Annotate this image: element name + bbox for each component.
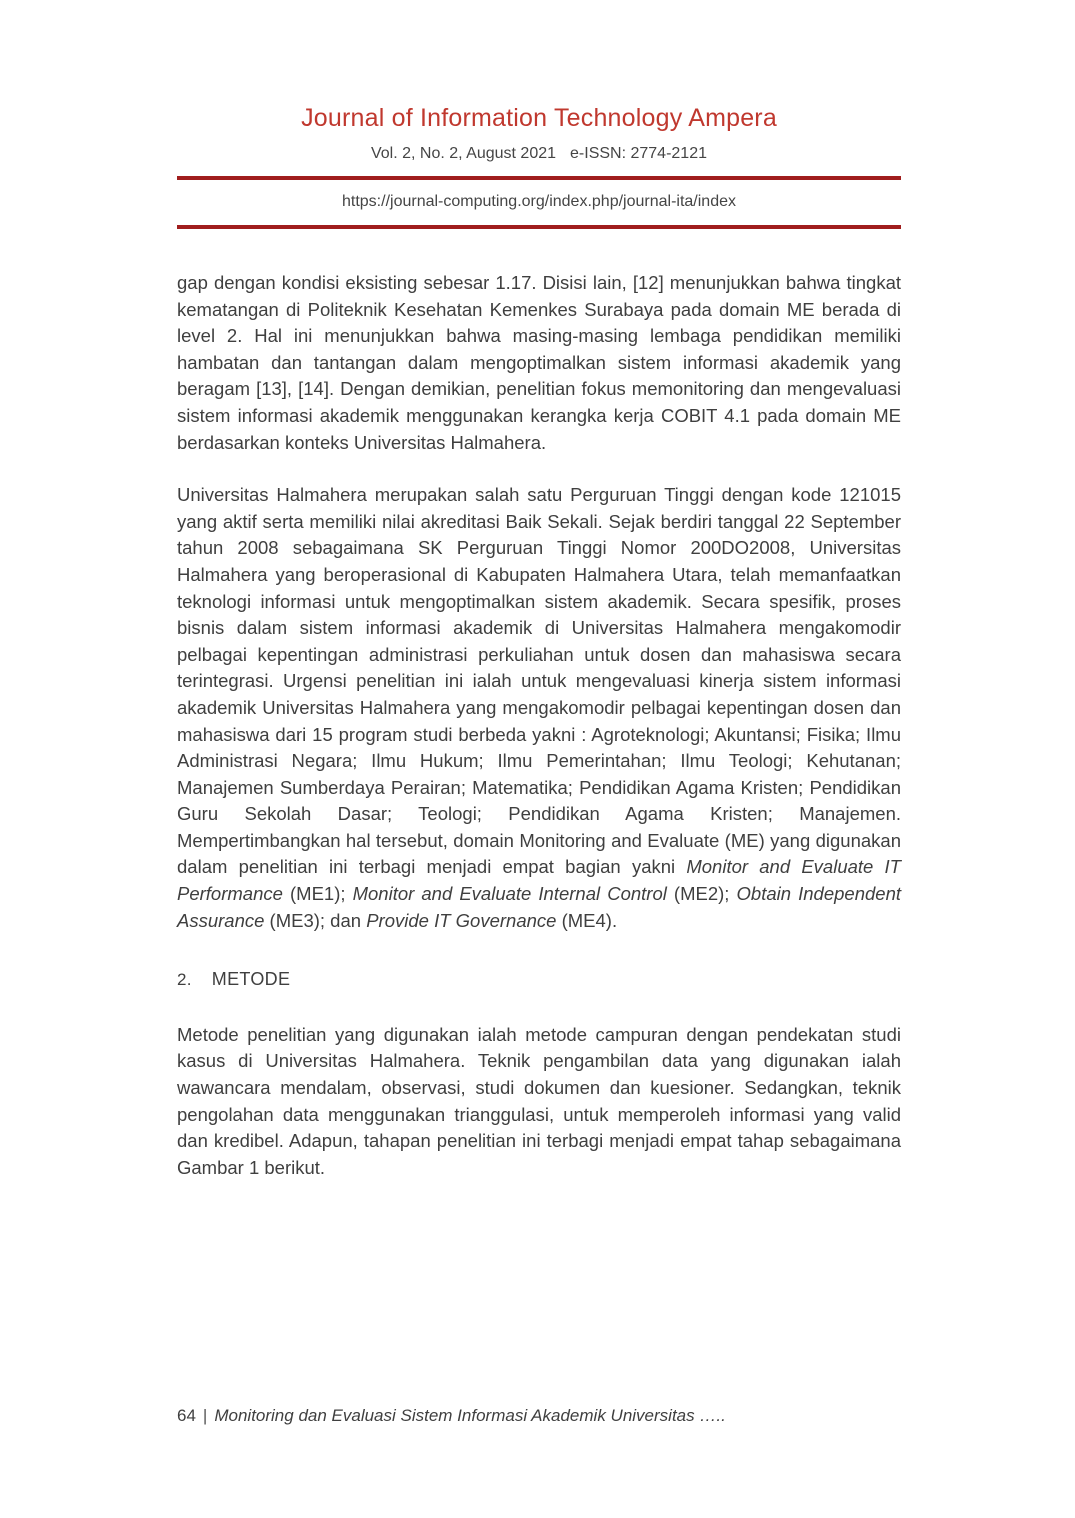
text-segment: Monitor and Evaluate IT Performance [177,856,901,905]
section-title: METODE [211,969,291,990]
header-rule-bottom [177,225,901,229]
text-segment: (ME1); [282,883,353,905]
text-segment: (ME4). [556,909,618,931]
volume-issue-line [177,145,901,163]
section-heading-metode [177,966,901,994]
page-number: 64 [177,1406,196,1425]
page-footer [177,1406,726,1426]
article-body [177,270,901,1181]
paragraph-intro: gap dengan kondisi eksisting sebesar 1.17. Disisi lain, [12] menunjukkan bahwa tingkat kematangan di Politeknik Kesehatan Kemenkes Surabaya pada domain ME berada di level 2. Hal ini menunjukkan bahwa masing-masing lembaga pendidikan memiliki hambatan dan tantangan dalam mengoptimalkan sistem informasi akademik yang beragam [13], [14]. Dengan demikian, penelitian fokus memonitoring dan mengevaluasi sistem informasi akademik menggunakan kerangka kerja COBIT 4.1 pada domain ME berdasarkan konteks Universitas Halmahera. [177,272,901,453]
paragraph-method: Metode penelitian yang digunakan ialah metode campuran dengan pendekatan studi kasus di Universitas Halmahera. Teknik pengambilan data yang digunakan ialah wawancara mendalam, observasi, studi dokumen dan kuesioner. Sedangkan, teknik pengolahan data menggunakan trianggulasi, untuk memperoleh informasi yang valid dan kredibel. Adapun, tahapan penelitian ini terbagi menjadi empat tahap sebagaimana Gambar 1 berikut. [177,1023,901,1178]
journal-url: https://journal-computing.org/index.php/journal-ita/index [341,193,736,210]
text-segment: Provide IT Governance [366,909,557,931]
text-segment: (ME2); [666,883,737,905]
paragraph-university [177,482,901,934]
text-segment: Monitor and Evaluate Internal Control [352,883,667,905]
text-segment: Universitas Halmahera merupakan salah satu Perguruan Tinggi dengan kode 121015 yang aktif serta memiliki nilai akreditasi Baik Sekali. Sejak berdiri tanggal 22 September tahun 2008 sebagaimana SK Perguruan Tinggi Nomor 200DO2008, Universitas Halmahera yang beroperasional di Kabupaten Halmahera Utara, telah memanfaatkan teknologi informasi untuk mengoptimalkan sistem akademik. Secara spesifik, proses bisnis dalam sistem informasi akademik di Universitas Halmahera mengakomodir pelbagai kepentingan administrasi perkuliahan untuk dosen dan mahasiswa secara terintegrasi. Urgensi penelitian ini ialah untuk mengevaluasi kinerja sistem informasi akademik Universitas Halmahera yang mengakomodir pelbagai kepentingan dosen dan mahasiswa dari 15 program studi berbeda yakni : Agroteknologi; Akuntansi; Fisika; Ilmu Administrasi Negara; Ilmu Hukum; Ilmu Pemerintahan; Ilmu Teologi; Kehutanan; Manajemen Sumberdaya Perairan; Matematika; Pendidikan Agama Kristen; Pendidikan Guru Sekolah Dasar; Teologi; Pendidikan Agama Kristen; Manajemen. Mempertimbangkan hal tersebut, domain Monitoring and Evaluate (ME) yang digunakan dalam penelitian ini terbagi menjadi empat bagian yakni [177,484,901,878]
section-number: 2. [177,970,192,990]
volume-text: Vol. 2, No. 2, August 2021 [370,145,557,162]
journal-header [177,104,901,229]
footer-separator: | [202,1406,208,1425]
text-segment: (ME3); dan [264,909,367,931]
eissn-text: e-ISSN: 2774-2121 [570,145,707,162]
journal-title: Journal of Information Technology Ampera [301,104,777,132]
text-segment: Obtain Independent Assurance [177,883,902,931]
running-title: Monitoring dan Evaluasi Sistem Informasi Akademik Universitas ….. [214,1406,726,1425]
